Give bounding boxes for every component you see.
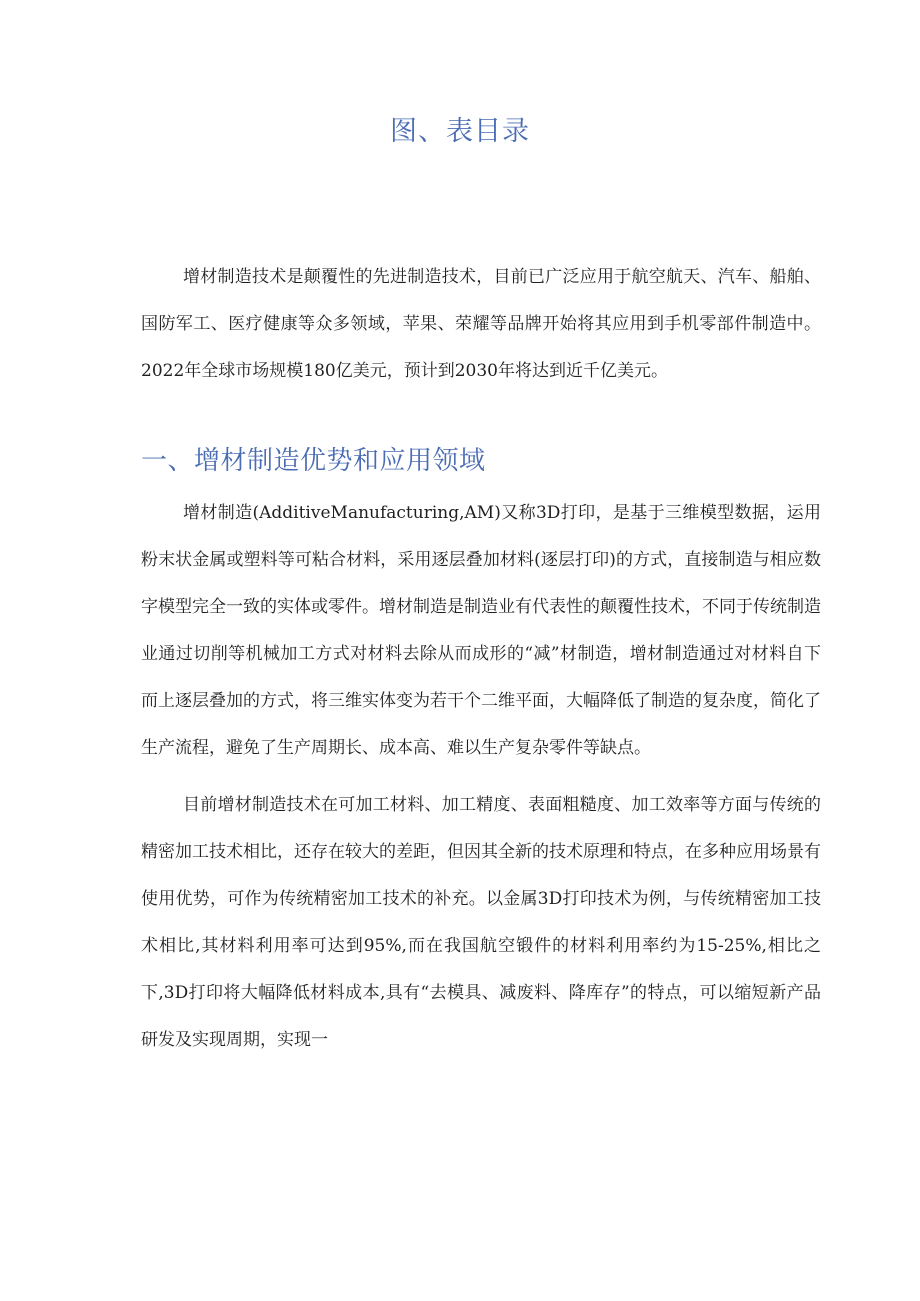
page-title: 图、表目录 [390, 116, 530, 147]
section-heading: 一、增材制造优势和应用领域 [141, 446, 486, 476]
body-paragraph-2: 目前增材制造技术在可加工材料、加工精度、表面粗糙度、加工效率等方面与传统的精密加工技术相比，还存在较大的差距，但因其全新的技术原理和特点，在多种应用场景有使用优势，可作为传统精密加工技术的补充。以金属3D打印技术为例，与传统精密加工技术相比,其材料利用率可达到95%,而在我国航空锻件的材料利用率约为15-25%,相比之下,3D打印将大幅降低材料成本,具有“去模具、减废料、降库存”的特点，可以缩短新产品研发及实现周期，实现一 [141, 795, 821, 1050]
body-paragraph-1: 增材制造(AdditiveManufacturing,AM)又称3D打印，是基于三维模型数据，运用粉末状金属或塑料等可粘合材料，采用逐层叠加材料(逐层打印)的方式，直接制造与相应数字模型完全一致的实体或零件。增材制造是制造业有代表性的颠覆性技术，不同于传统制造业通过切削等机械加工方式对材料去除从而成形的“减”材制造，增材制造通过对材料自下而上逐层叠加的方式，将三维实体变为若干个二维平面，大幅降低了制造的复杂度，简化了生产流程，避免了生产周期长、成本高、难以生产复杂零件等缺点。 [141, 503, 821, 758]
intro-paragraph: 增材制造技术是颠覆性的先进制造技术，目前已广泛应用于航空航天、汽车、船舶、国防军工、医疗健康等众多领域，苹果、荣耀等品牌开始将其应用到手机零部件制造中。2022年全球市场规模180亿美元，预计到2030年将达到近千亿美元。 [141, 267, 821, 381]
